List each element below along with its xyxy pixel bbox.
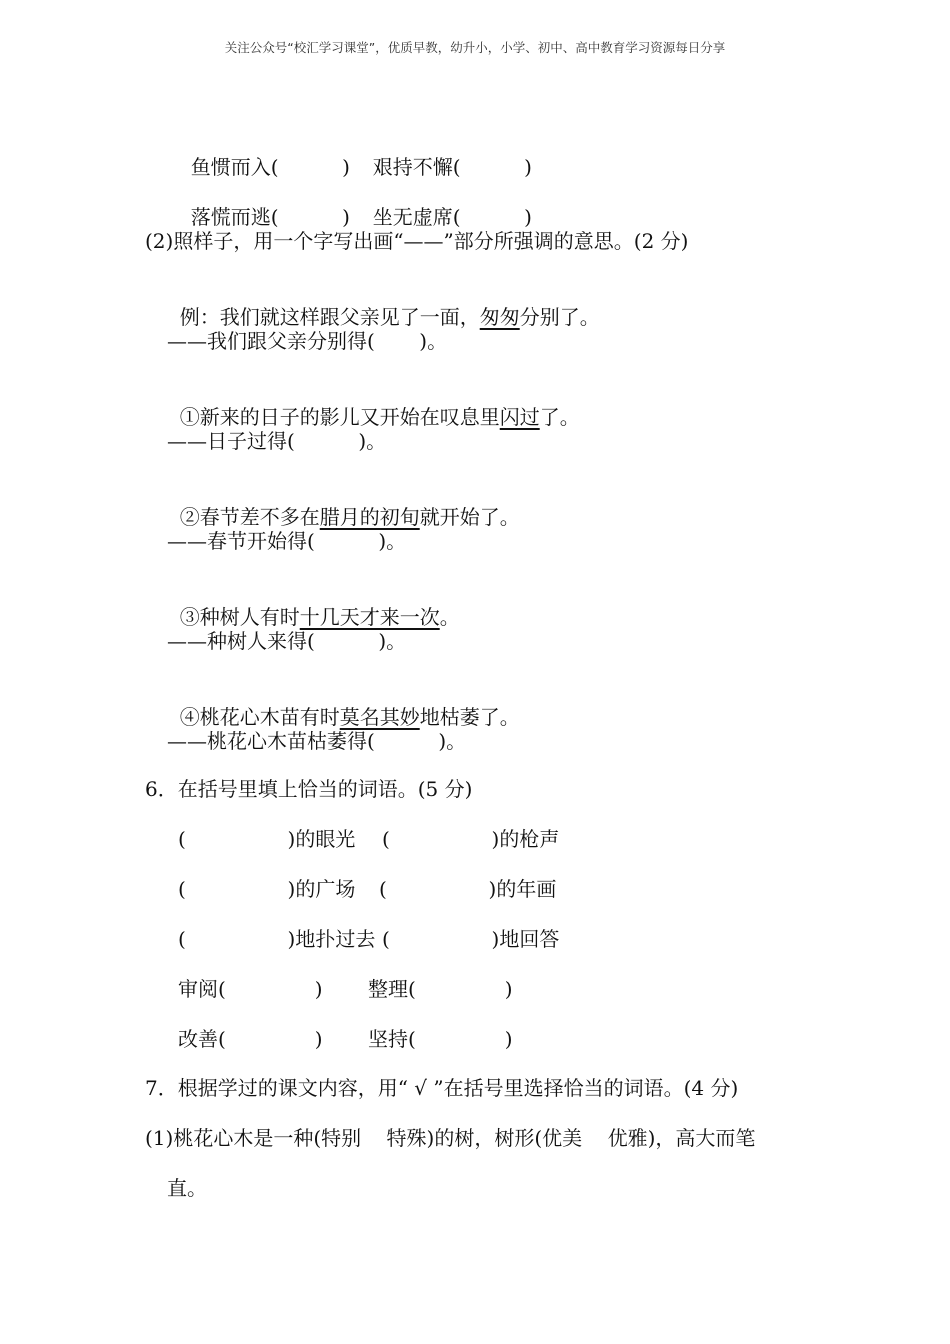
idiom-item: 艰持不懈( ) — [372, 155, 532, 179]
answer-line: ——春节开始得( )。 — [167, 529, 407, 553]
answer-line: ——桃花心木苗枯萎得( )。 — [167, 729, 467, 753]
fill-blank-item: ( )地回答 — [382, 927, 560, 951]
underlined-phrase: 腊月的初旬 — [319, 505, 420, 529]
answer-line: ——种树人来得( )。 — [167, 629, 407, 653]
question-item: (1)桃花心木是一种(特别 特殊)的树，树形(优美 优雅)，高大而笔 — [145, 1126, 756, 1150]
answer-line: ——我们跟父亲分别得( )。 — [167, 329, 448, 353]
fill-blank-item: 整理( ) — [368, 977, 513, 1001]
fill-blank-item: ( )的广场 — [178, 877, 356, 901]
fill-blank-item: ( )地扑过去 — [178, 927, 376, 951]
idiom-item: 落慌而逃( ) — [190, 205, 350, 229]
idiom-item: 鱼惯而入( ) — [190, 155, 350, 179]
underlined-phrase: 闪过 — [499, 405, 540, 429]
example-sentence: 例：我们就这样跟父亲见了一面，匆匆分别了。 — [179, 305, 600, 329]
idiom-item: 坐无虚席( ) — [372, 205, 532, 229]
fill-blank-item: 审阅( ) — [178, 977, 323, 1001]
fill-blank-item: ( )的枪声 — [382, 827, 560, 851]
underlined-phrase: 十几天才来一次 — [299, 605, 440, 629]
sentence-item: ③种树人有时十几天才来一次。 — [179, 605, 460, 629]
fill-blank-item: ( )的眼光 — [178, 827, 356, 851]
page-header-notice: 关注公众号“校汇学习课堂”，优质早教，幼升小，小学、初中、高中教育学习资源每日分享 — [224, 40, 726, 55]
fill-blank-item: ( )的年画 — [379, 877, 557, 901]
sentence-item: ④桃花心木苗有时莫名其妙地枯萎了。 — [179, 705, 520, 729]
sentence-item: ②春节差不多在腊月的初旬就开始了。 — [179, 505, 520, 529]
answer-line: ——日子过得( )。 — [167, 429, 387, 453]
question-title: 6．在括号里填上恰当的词语。(5 分) — [145, 777, 473, 801]
fill-blank-item: 改善( ) — [178, 1027, 323, 1051]
underlined-phrase: 莫名其妙 — [339, 705, 420, 729]
question-title: 7．根据学过的课文内容，用“ √ ”在括号里选择恰当的词语。(4 分) — [145, 1076, 739, 1100]
underlined-phrase: 匆匆 — [479, 305, 520, 329]
question-title: (2)照样子，用一个字写出画“——”部分所强调的意思。(2 分) — [145, 229, 689, 253]
fill-blank-item: 坚持( ) — [368, 1027, 513, 1051]
question-item-continued: 直。 — [167, 1176, 207, 1200]
sentence-item: ①新来的日子的影儿又开始在叹息里闪过了。 — [179, 405, 580, 429]
